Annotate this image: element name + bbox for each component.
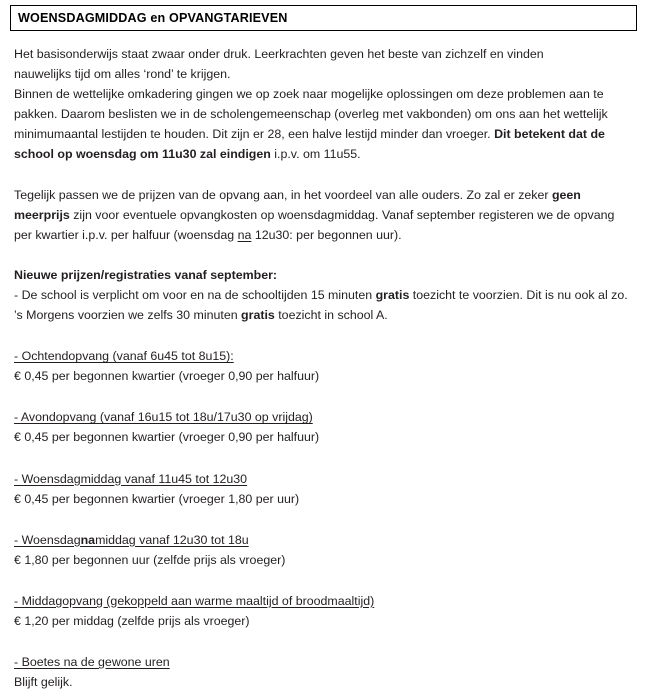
tariff-price: € 0,45 per begonnen kwartier (vroeger 0,90 per halfuur) — [14, 430, 320, 445]
new-prices-line1-part1: - De school is verplicht om voor en na de schooltijden 15 minuten — [14, 287, 376, 302]
page-title: WOENSDAGMIDDAG en OPVANGTARIEVEN — [18, 11, 288, 25]
tariff-heading-text-composite — [14, 533, 249, 547]
tariff-price: Blijft gelijk. — [14, 675, 73, 690]
pricing-intro-underline: na — [237, 227, 252, 242]
intro-p1-line1: Het basisonderwijs staat zwaar onder druk. Leerkrachten geven het beste van zichzelf en vinden — [14, 47, 544, 61]
intro-p2-part1: Binnen de wettelijke omkadering gingen we op zoek naar mogelijke oplossingen om deze problemen aan te pakken. Daarom beslisten we in de scholengemeenschap (overleg met vakbonden) om ons aan het wettelijk minimumaantal lestijden te houden. Dit zijn er 28, een halve lestijd minder dan vroeger. — [14, 87, 608, 142]
tariff-heading-text: - Boetes na de gewone uren — [14, 655, 170, 670]
spacer — [14, 631, 634, 652]
spacer — [14, 448, 634, 469]
document-body — [14, 44, 634, 692]
tariff-heading — [14, 469, 634, 489]
spacer — [14, 570, 634, 591]
tariff-heading — [14, 407, 634, 427]
intro-p2-part2: i.p.v. om 11u55. — [270, 147, 361, 162]
tariff-heading-post: middag vanaf 12u30 tot 18u — [95, 532, 249, 547]
spacer — [14, 509, 634, 530]
intro-p2-bold: Dit betekent dat de school op woensdag om 11u30 zal eindigen — [14, 127, 605, 162]
tariff-heading-text: - Ochtendopvang (vanaf 6u45 tot 8u15): — [14, 349, 234, 364]
pricing-intro-part1: Tegelijk passen we de prijzen van de opvang aan, in het voordeel van alle ouders. Zo zal er zeker — [14, 187, 552, 202]
tariff-heading-text: - Woensdagmiddag vanaf 11u45 tot 12u30 — [14, 471, 248, 486]
tariff-price: € 1,20 per middag (zelfde prijs als vroeger) — [14, 613, 250, 628]
intro-p1-line2: nauwelijks tijd om alles ‘rond’ te krijgen. — [14, 67, 231, 82]
tariff-heading-text: - Avondopvang (vanaf 16u15 tot 18u/17u30 op vrijdag) — [14, 410, 313, 425]
tariff-price: € 0,45 per begonnen kwartier (vroeger 0,90 per halfuur) — [14, 369, 320, 384]
new-prices-line2-bold: gratis — [241, 308, 275, 323]
tariff-heading — [14, 652, 634, 672]
spacer — [14, 165, 634, 185]
tariff-section — [14, 530, 634, 570]
tariff-heading-text: - Middagopvang (gekoppeld aan warme maaltijd of broodmaaltijd) — [14, 593, 375, 608]
new-prices-line1-part2: toezicht te voorzien. Dit is nu ook al zo. ’s Morgens voorzien we zelfs 30 minuten — [14, 287, 628, 323]
tariff-heading — [14, 346, 634, 366]
tariff-heading — [14, 530, 634, 550]
pricing-intro-bold: geen meerprijs — [14, 187, 581, 222]
tariff-section — [14, 407, 634, 447]
spacer — [14, 386, 634, 407]
intro-paragraph-1 — [14, 44, 634, 165]
tariff-section — [14, 652, 634, 692]
tariff-section — [14, 469, 634, 509]
tariff-section — [14, 591, 634, 631]
new-prices-block — [14, 265, 634, 325]
new-prices-line1-bold: gratis — [375, 287, 410, 302]
pricing-intro-paragraph — [14, 185, 634, 245]
new-prices-line2-part2: toezicht in school A. — [274, 308, 388, 323]
tariff-heading-pre: - Woensdag — [14, 532, 81, 547]
new-prices-heading: Nieuwe prijzen/registraties vanaf september: — [14, 267, 278, 282]
tariff-heading-bold: na — [80, 532, 96, 547]
tariff-heading — [14, 591, 634, 611]
spacer — [14, 325, 634, 346]
pricing-intro-part2: zijn voor eventuele opvangkosten op woensdagmiddag. Vanaf september registeren we de opvang per kwartier i.p.v. per halfuur (woensdag — [14, 207, 615, 242]
pricing-intro-part3: 12u30: per begonnen uur). — [251, 227, 402, 242]
spacer — [14, 245, 634, 265]
document-title-box — [10, 5, 637, 31]
tariff-price: € 0,45 per begonnen kwartier (vroeger 1,80 per uur) — [14, 491, 300, 506]
tariff-price: € 1,80 per begonnen uur (zelfde prijs als vroeger) — [14, 552, 286, 567]
tariff-section — [14, 346, 634, 386]
